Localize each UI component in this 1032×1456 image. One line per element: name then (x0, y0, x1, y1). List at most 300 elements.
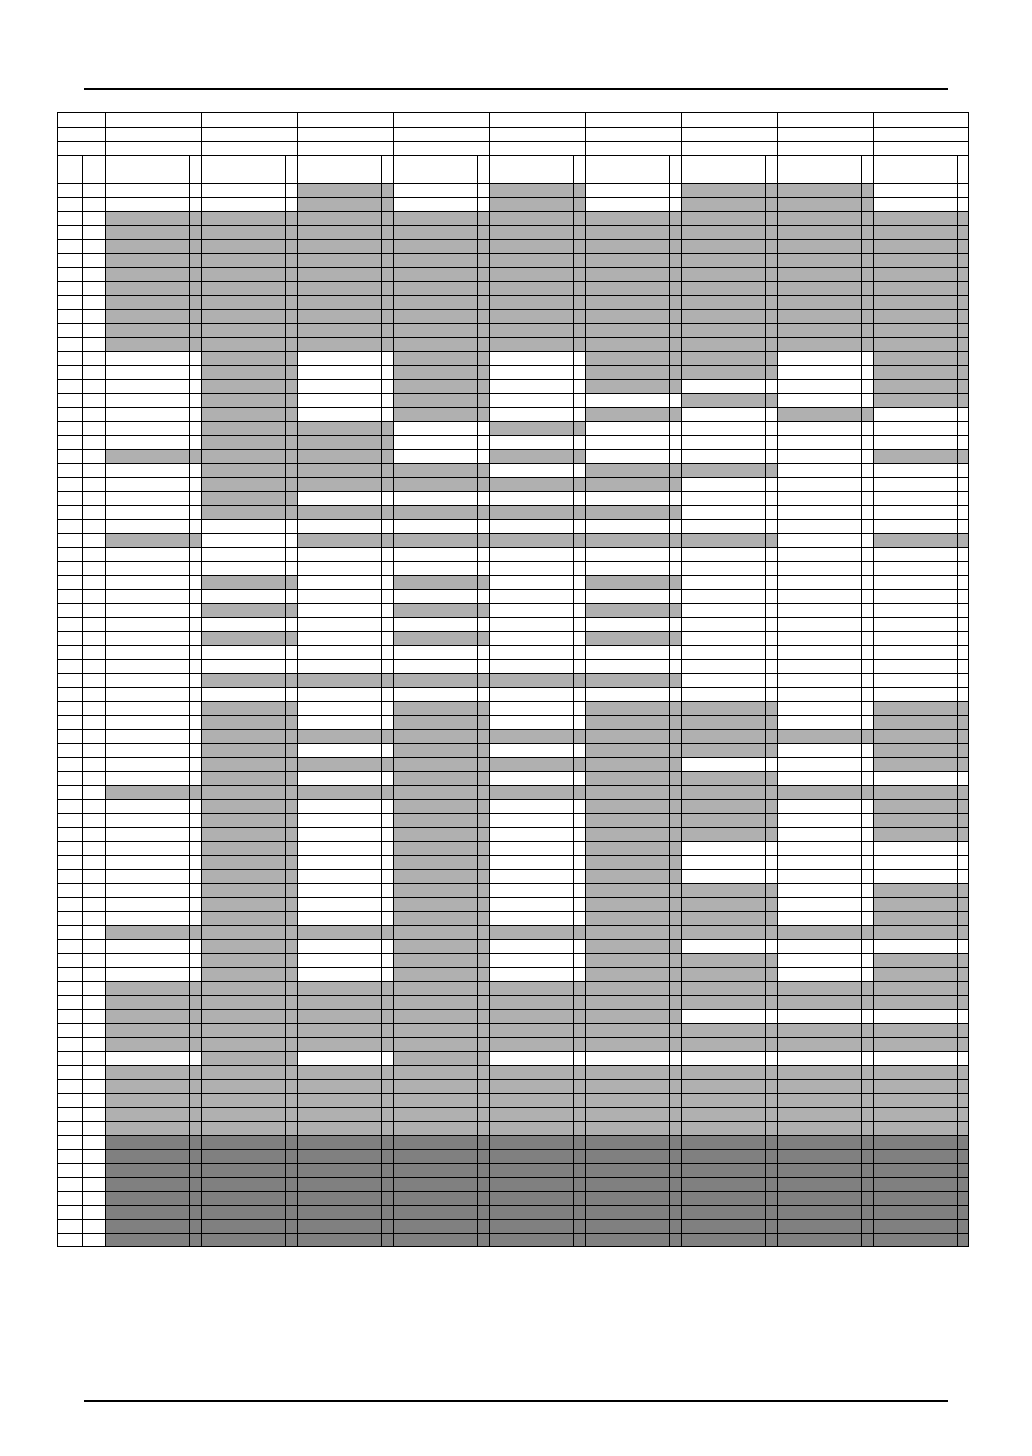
shaded-cell (585, 841, 681, 855)
shaded-cell (873, 799, 969, 813)
shaded-cell (873, 449, 969, 463)
shaded-cell (681, 1233, 777, 1247)
shaded-cell (297, 1163, 393, 1177)
shaded-cell (393, 855, 489, 869)
shaded-cell (873, 1205, 969, 1219)
shaded-cell (201, 463, 297, 477)
shaded-cell (681, 337, 777, 351)
shaded-cell (777, 1149, 873, 1163)
shaded-cell (201, 1121, 297, 1135)
shaded-cell (393, 463, 489, 477)
shaded-cell (873, 295, 969, 309)
shaded-cell (873, 953, 969, 967)
shaded-cell (297, 533, 393, 547)
shaded-cell (393, 1219, 489, 1233)
shaded-cell (297, 253, 393, 267)
shaded-cell (585, 1135, 681, 1149)
shaded-cell (105, 995, 201, 1009)
shaded-cell (777, 981, 873, 995)
shaded-cell (489, 785, 585, 799)
shaded-cell (585, 463, 681, 477)
shaded-cell (201, 337, 297, 351)
shaded-cell (297, 449, 393, 463)
shaded-cell (873, 533, 969, 547)
shaded-cell (585, 757, 681, 771)
shaded-cell (585, 533, 681, 547)
shaded-cell (297, 1079, 393, 1093)
shaded-cell (201, 939, 297, 953)
shaded-cell (393, 1191, 489, 1205)
shaded-cell (681, 1037, 777, 1051)
shaded-cell (681, 197, 777, 211)
shaded-cell (105, 1037, 201, 1051)
shaded-cell (201, 855, 297, 869)
shaded-cell (489, 295, 585, 309)
shaded-cell (489, 449, 585, 463)
shaded-cell (585, 323, 681, 337)
shaded-cell (201, 757, 297, 771)
shaded-cell (105, 1149, 201, 1163)
shaded-cell (681, 771, 777, 785)
shaded-cell (393, 631, 489, 645)
shaded-cell (297, 1009, 393, 1023)
shaded-cell (201, 239, 297, 253)
shaded-cell (201, 771, 297, 785)
shaded-cell (393, 869, 489, 883)
shaded-cell (585, 1093, 681, 1107)
shaded-cell (489, 1233, 585, 1247)
shaded-cell (105, 1121, 201, 1135)
shaded-cell (297, 267, 393, 281)
shaded-cell (393, 995, 489, 1009)
shaded-cell (873, 281, 969, 295)
shaded-cell (201, 729, 297, 743)
shaded-cell (489, 1079, 585, 1093)
shaded-cell (777, 925, 873, 939)
shaded-cell (681, 981, 777, 995)
shaded-cell (489, 673, 585, 687)
shaded-cell (585, 1065, 681, 1079)
shaded-cell (777, 1219, 873, 1233)
shaded-cell (105, 1079, 201, 1093)
shaded-cell (105, 1205, 201, 1219)
shaded-cell (297, 1191, 393, 1205)
shaded-cell (489, 729, 585, 743)
shaded-cell (201, 785, 297, 799)
shaded-cell (585, 967, 681, 981)
shaded-cell (681, 1135, 777, 1149)
shaded-cell (681, 533, 777, 547)
shaded-cell (873, 729, 969, 743)
shaded-cell (585, 365, 681, 379)
shaded-cell (297, 729, 393, 743)
shaded-cell (201, 1065, 297, 1079)
shaded-cell (777, 225, 873, 239)
shaded-cell (585, 799, 681, 813)
shaded-cell (201, 925, 297, 939)
shaded-cell (873, 1163, 969, 1177)
shaded-cell (681, 925, 777, 939)
shaded-cell (585, 1205, 681, 1219)
shaded-cell (297, 309, 393, 323)
shaded-cell (393, 309, 489, 323)
shaded-cell (585, 267, 681, 281)
shaded-cell (201, 1023, 297, 1037)
shaded-cell (297, 995, 393, 1009)
shaded-cell (873, 1233, 969, 1247)
shaded-cell (489, 1149, 585, 1163)
shaded-cell (201, 869, 297, 883)
shaded-cell (873, 253, 969, 267)
shaded-cell (681, 239, 777, 253)
shaded-cell (105, 925, 201, 939)
shaded-cell (585, 281, 681, 295)
shaded-cell (297, 1205, 393, 1219)
shaded-cell (105, 1065, 201, 1079)
shaded-cell (297, 1121, 393, 1135)
shaded-cell (585, 855, 681, 869)
shaded-cell (585, 309, 681, 323)
shaded-cell (681, 1149, 777, 1163)
shaded-cell (201, 1233, 297, 1247)
shaded-cell (105, 1219, 201, 1233)
shaded-cell (873, 365, 969, 379)
shaded-cell (681, 1177, 777, 1191)
shaded-cell (297, 1149, 393, 1163)
shaded-cell (201, 309, 297, 323)
shaded-cell (201, 883, 297, 897)
shaded-cell (393, 1121, 489, 1135)
shaded-cell (585, 729, 681, 743)
shaded-cell (585, 1177, 681, 1191)
shaded-cell (201, 1191, 297, 1205)
shaded-cell (489, 421, 585, 435)
shaded-cell (873, 1177, 969, 1191)
shaded-cell (489, 533, 585, 547)
shaded-cell (393, 799, 489, 813)
shaded-cell (201, 421, 297, 435)
shaded-cell (585, 1163, 681, 1177)
shaded-cell (201, 827, 297, 841)
shaded-cell (393, 1177, 489, 1191)
shaded-cell (393, 477, 489, 491)
shaded-cell (105, 267, 201, 281)
shaded-cell (201, 1163, 297, 1177)
shaded-cell (393, 743, 489, 757)
shaded-cell (297, 281, 393, 295)
shaded-cell (585, 771, 681, 785)
shaded-cell (585, 1149, 681, 1163)
shaded-cell (777, 1191, 873, 1205)
shaded-cell (873, 1219, 969, 1233)
shaded-cell (873, 701, 969, 715)
shaded-cell (297, 1233, 393, 1247)
shaded-cell (201, 575, 297, 589)
shaded-cell (393, 939, 489, 953)
shaded-cell (297, 225, 393, 239)
shaded-cell (105, 239, 201, 253)
shaded-cell (201, 1037, 297, 1051)
shaded-cell (585, 925, 681, 939)
shaded-cell (873, 1037, 969, 1051)
shaded-cell (201, 799, 297, 813)
shaded-cell (585, 911, 681, 925)
shaded-cell (201, 981, 297, 995)
shaded-cell (489, 477, 585, 491)
shaded-cell (393, 701, 489, 715)
shaded-cell (489, 337, 585, 351)
shaded-cell (873, 1149, 969, 1163)
shaded-cell (297, 1219, 393, 1233)
shaded-cell (777, 281, 873, 295)
shaded-cell (681, 967, 777, 981)
shaded-cell (777, 1135, 873, 1149)
shaded-cell (777, 253, 873, 267)
shaded-cell (201, 1177, 297, 1191)
shaded-cell (489, 1205, 585, 1219)
shaded-cell (681, 1079, 777, 1093)
shaded-cell (873, 393, 969, 407)
shaded-cell (201, 1051, 297, 1065)
shaded-cell (297, 323, 393, 337)
shaded-cell (585, 1023, 681, 1037)
shaded-cell (393, 1065, 489, 1079)
shaded-cell (681, 799, 777, 813)
shaded-cell (201, 911, 297, 925)
shaded-cell (873, 1023, 969, 1037)
shaded-cell (393, 1107, 489, 1121)
shaded-cell (393, 407, 489, 421)
shaded-cell (681, 1093, 777, 1107)
shaded-cell (585, 631, 681, 645)
shaded-cell (489, 1219, 585, 1233)
shaded-cell (393, 981, 489, 995)
shaded-cell (585, 897, 681, 911)
shaded-cell (105, 533, 201, 547)
shaded-cell (201, 995, 297, 1009)
shaded-cell (201, 505, 297, 519)
shaded-cell (873, 225, 969, 239)
shaded-cell (489, 995, 585, 1009)
shaded-cell (873, 827, 969, 841)
shaded-cell (489, 1177, 585, 1191)
shaded-cell (585, 379, 681, 393)
shaded-cell (105, 323, 201, 337)
shaded-cell (201, 743, 297, 757)
shaded-cell (873, 1065, 969, 1079)
shaded-cell (489, 505, 585, 519)
shaded-cell (201, 477, 297, 491)
shaded-cell (393, 505, 489, 519)
shaded-cell (201, 211, 297, 225)
shaded-cell (681, 1107, 777, 1121)
shaded-cell (777, 309, 873, 323)
shaded-cell (393, 673, 489, 687)
shaded-cell (873, 967, 969, 981)
shaded-cell (201, 225, 297, 239)
shaded-cell (105, 1163, 201, 1177)
shaded-cell (681, 1219, 777, 1233)
shaded-cell (585, 337, 681, 351)
shaded-cell (585, 1009, 681, 1023)
shaded-cell (873, 925, 969, 939)
shaded-cell (393, 393, 489, 407)
shaded-cell (777, 337, 873, 351)
shaded-cell (201, 701, 297, 715)
shaded-cell (489, 211, 585, 225)
shaded-cell (201, 407, 297, 421)
shaded-cell (393, 533, 489, 547)
shaded-cell (201, 1093, 297, 1107)
shaded-cell (393, 827, 489, 841)
shaded-cell (681, 1205, 777, 1219)
shaded-cell (585, 1233, 681, 1247)
shaded-cell (585, 701, 681, 715)
shaded-cell (873, 743, 969, 757)
shaded-cell (873, 785, 969, 799)
shaded-cell (105, 449, 201, 463)
shaded-cell (489, 1023, 585, 1037)
shaded-cell (393, 1149, 489, 1163)
shaded-cell (585, 603, 681, 617)
shaded-cell (393, 785, 489, 799)
shaded-cell (777, 1037, 873, 1051)
shaded-cell (201, 379, 297, 393)
shaded-cell (105, 785, 201, 799)
shaded-cell (297, 337, 393, 351)
shaded-cell (393, 953, 489, 967)
shaded-cell (393, 911, 489, 925)
shaded-cell (873, 1107, 969, 1121)
shaded-cell (585, 785, 681, 799)
shaded-cell (777, 1065, 873, 1079)
shaded-cell (777, 323, 873, 337)
shaded-cell (393, 729, 489, 743)
shaded-cell (105, 1023, 201, 1037)
shaded-cell (297, 505, 393, 519)
shaded-cell (681, 267, 777, 281)
shaded-cell (681, 995, 777, 1009)
shaded-cell (393, 883, 489, 897)
shaded-cell (393, 211, 489, 225)
shaded-cell (393, 295, 489, 309)
shaded-cell (585, 407, 681, 421)
shaded-cell (393, 841, 489, 855)
shaded-cell (489, 239, 585, 253)
shaded-cell (105, 1233, 201, 1247)
shaded-cell (105, 211, 201, 225)
shaded-cell (297, 183, 393, 197)
shaded-cell (489, 323, 585, 337)
shaded-cell (585, 253, 681, 267)
shaded-cell (489, 1163, 585, 1177)
shaded-cell (681, 729, 777, 743)
shaded-cell (393, 379, 489, 393)
shaded-cell (393, 281, 489, 295)
shaded-cell (681, 211, 777, 225)
shaded-cell (393, 253, 489, 267)
shaded-cell (681, 323, 777, 337)
shaded-cell (393, 715, 489, 729)
shaded-cell (777, 1023, 873, 1037)
shaded-cell (201, 435, 297, 449)
shaded-cell (297, 211, 393, 225)
shaded-cell (393, 813, 489, 827)
shaded-cell (393, 757, 489, 771)
shaded-cell (777, 295, 873, 309)
shaded-cell (393, 239, 489, 253)
shaded-cell (489, 281, 585, 295)
shaded-cell (681, 463, 777, 477)
shaded-cell (873, 911, 969, 925)
shaded-cell (777, 1121, 873, 1135)
shaded-cell (681, 883, 777, 897)
shaded-cell (393, 925, 489, 939)
shaded-cell (201, 491, 297, 505)
shaded-cell (105, 225, 201, 239)
shaded-cell (585, 939, 681, 953)
shaded-cell (105, 1135, 201, 1149)
shaded-cell (681, 281, 777, 295)
shaded-cell (201, 365, 297, 379)
shaded-cell (201, 1107, 297, 1121)
shaded-cell (393, 267, 489, 281)
shaded-cell (585, 1079, 681, 1093)
shaded-cell (489, 253, 585, 267)
shaded-cell (681, 953, 777, 967)
shaded-cell (201, 673, 297, 687)
shaded-cell (585, 953, 681, 967)
shaded-cell (585, 211, 681, 225)
shaded-cell (297, 673, 393, 687)
shaded-cell (489, 1009, 585, 1023)
shaded-cell (393, 1009, 489, 1023)
shaded-cell (585, 869, 681, 883)
shaded-cell (105, 1177, 201, 1191)
shaded-cell (297, 925, 393, 939)
shaded-cell (297, 477, 393, 491)
shaded-cell (201, 967, 297, 981)
shaded-cell (585, 1219, 681, 1233)
shaded-cell (489, 1107, 585, 1121)
shaded-cell (489, 1191, 585, 1205)
shaded-cell (297, 1093, 393, 1107)
shaded-cell (201, 281, 297, 295)
shaded-cell (393, 1163, 489, 1177)
shaded-cell (585, 981, 681, 995)
shaded-cell (681, 295, 777, 309)
shaded-cell (873, 351, 969, 365)
shaded-cell (201, 897, 297, 911)
shaded-cell (393, 337, 489, 351)
shaded-cell (489, 1135, 585, 1149)
shaded-cell (777, 183, 873, 197)
shaded-cell (681, 701, 777, 715)
shaded-cell (201, 715, 297, 729)
shaded-cell (585, 1107, 681, 1121)
shaded-cell (873, 883, 969, 897)
shaded-cell (201, 1079, 297, 1093)
shaded-cell (201, 841, 297, 855)
shaded-cell (201, 323, 297, 337)
shaded-cell (585, 883, 681, 897)
shaded-cell (297, 239, 393, 253)
shaded-cell (681, 785, 777, 799)
shaded-cell (873, 1121, 969, 1135)
shaded-cell (777, 239, 873, 253)
shaded-cell (681, 897, 777, 911)
shaded-cell (585, 673, 681, 687)
